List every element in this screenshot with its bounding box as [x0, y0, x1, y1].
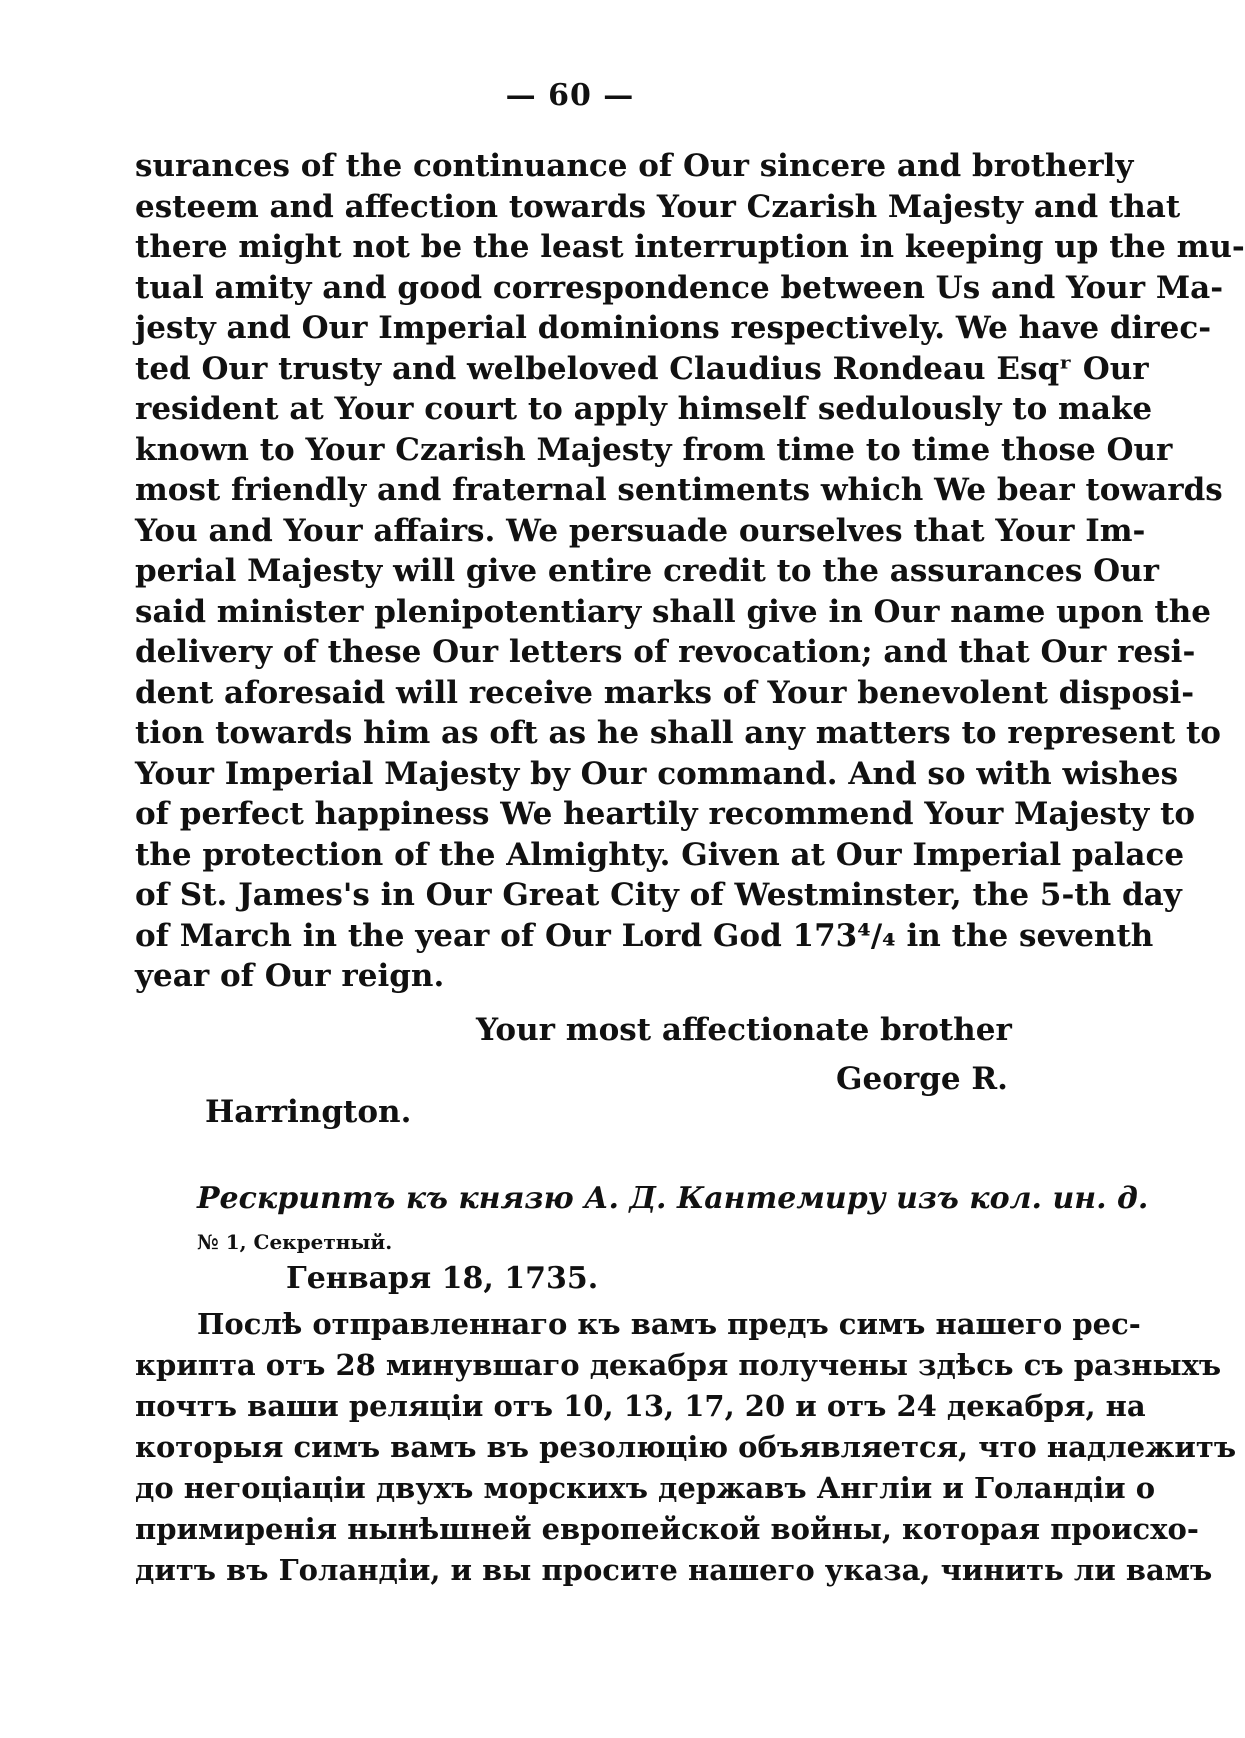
text-line: tion towards him as oft as he shall any matters to represent to — [135, 715, 1221, 751]
rescript-date: Генваря 18, 1735. — [286, 1261, 599, 1296]
page-number: — 60 — — [505, 78, 635, 113]
text-line: до негоціаціи двухъ морскихъ державъ Англіи и Голандіи о — [135, 1471, 1156, 1505]
text-line: esteem and affection towards Your Czarish Majesty and that — [135, 188, 1181, 225]
text-line: most friendly and fraternal sentiments which We bear towards — [135, 472, 1223, 508]
text-line: крипта отъ 28 минувшаго декабря получены здѣсь съ разныхъ — [135, 1348, 1222, 1382]
text-line: ted Our trusty and welbeloved Claudius Rondeau Esqʳ Our — [135, 350, 1149, 387]
text-line: of March in the year of Our Lord God 173⁴/₄ in the seventh — [135, 917, 1154, 954]
text-line: dent aforesaid will receive marks of Your benevolent disposi- — [135, 674, 1195, 711]
text-line: которыя симъ вамъ въ резолюцію объявляется, что надлежитъ — [135, 1430, 1237, 1464]
text-line: year of Our reign. — [135, 958, 445, 994]
text-line: примиренія нынѣшней европейской войны, которая происхо- — [135, 1512, 1199, 1546]
text-line: said minister plenipotentiary shall give in Our name upon the — [135, 593, 1211, 630]
text-line: delivery of these Our letters of revocation; and that Our resi- — [135, 634, 1196, 670]
text-line: Your Imperial Majesty by Our command. And so with wishes — [135, 755, 1179, 792]
text-line: jesty and Our Imperial dominions respectively. We have direc- — [135, 310, 1212, 346]
rescript-heading: Рескриптъ къ князю А. Д. Кантемиру изъ кол. ин. д. — [197, 1181, 1149, 1216]
text-line: perial Majesty will give entire credit to the assurances Our — [135, 553, 1159, 589]
letter-closing: Your most affectionate brother — [476, 1012, 1012, 1048]
text-line: known to Your Czarish Majesty from time to time those Our — [135, 431, 1173, 468]
rescript-number: № 1, Секретный. — [197, 1230, 393, 1254]
rescript-body — [135, 1304, 1237, 1591]
text-line: the protection of the Almighty. Given at Our Imperial palace — [135, 836, 1185, 873]
signature-king: George R. — [836, 1061, 1008, 1097]
text-line: there might not be the least interruption in keeping up the mu- — [135, 229, 1245, 265]
text-line: of St. James's in Our Great City of Westminster, the 5-th day — [135, 877, 1182, 913]
text-line: tual amity and good correspondence between Us and Your Ma- — [135, 269, 1224, 306]
signature-minister: Harrington. — [205, 1094, 412, 1130]
english-letter-body — [135, 146, 1245, 997]
text-line: surances of the continuance of Our sincere and brotherly — [135, 148, 1134, 184]
text-line: resident at Your court to apply himself sedulously to make — [135, 391, 1153, 427]
text-line: дитъ въ Голандіи, и вы просите нашего указа, чинить ли вамъ — [135, 1553, 1213, 1587]
text-line: of perfect happiness We heartily recommend Your Majesty to — [135, 796, 1196, 832]
text-line: Послѣ отправленнаго къ вамъ предъ симъ нашего рес- — [197, 1307, 1141, 1341]
text-line: почтъ ваши реляціи отъ 10, 13, 17, 20 и отъ 24 декабря, на — [135, 1389, 1146, 1423]
text-line: You and Your affairs. We persuade ourselves that Your Im- — [135, 512, 1146, 549]
